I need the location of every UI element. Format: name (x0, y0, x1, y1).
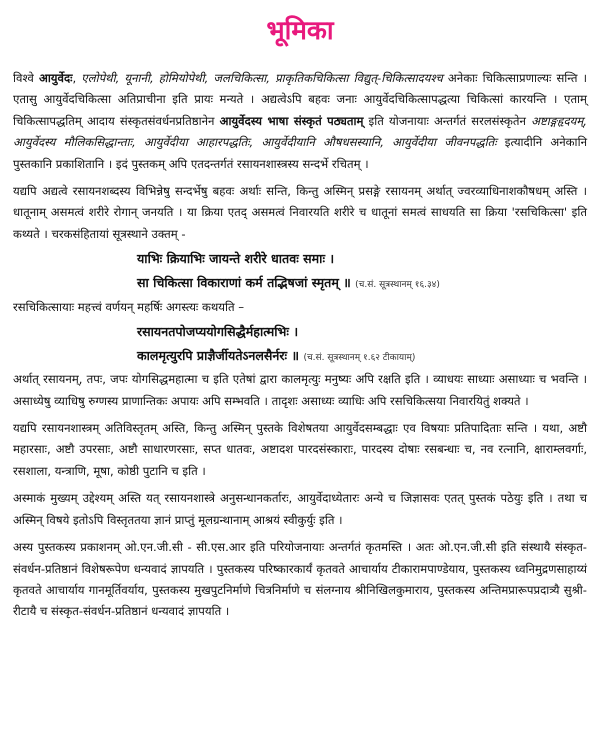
page-title: भूमिका (266, 16, 334, 46)
verse-1-reference: (च.सं. सूत्रस्थानम् १६.३४) (355, 280, 440, 291)
verse-1-line-2 (137, 272, 587, 296)
paragraph-4: अर्थात् रसायनम्, तपः, जपः योगसिद्धमहात्मा च इति एतेषां द्वारा कालमृत्युः मनुष्यः अपि रक्षति इति । व्याधयः साध्याः असाध्याः च भवन्ति । असाध्येषु व्याधिषु रुग्णस्य प्राणान्तिकः अपायः अपि सम्भवति । तादृशः असाध्यः व्याधिः अपि रसचिकित्सया निवारयितुं शक्यते । (13, 372, 587, 408)
p1-segment-f: आयुर्वेदस्य भाषा संस्कृतं पठ्यताम् (219, 113, 364, 128)
p1-segment-e: अनेकाः चिकित्साप्रणाल्यः सन्ति । एतासु आयुर्वेदचिकित्सा अतिप्राचीना इति प्रायः मन्यते । अद्यत्वेऽपि बहवः जनाः आयुर्वेदचिकित्सापद्धत्या चिकित्सां कारयन्ति । एताम् चिकित्सापद्धतिम् आदाय संस्कृतसंवर्धनप्रतिष्ठानेन (13, 71, 587, 128)
paragraph-5: यद्यपि रसायनशास्त्रम् अतिविस्तृतम् अस्ति, किन्तु अस्मिन् पुस्तके विशेषतया आयुर्वेदसम्बद्धाः एव विषयाः प्रतिपादिताः सन्ति । यथा, अष्टौ महारसाः, अष्टौ उपरसाः, अष्टौ साधारणरसाः, सप्त धातवः, अष्टादश पारदसंस्काराः, पारदस्य दोषाः रसबन्धाः च, नव रत्नानि, क्षाराम्लवर्गाः, रसशाला, यन्त्राणि, मूषा, कोष्ठी पुटानि च इति । (13, 421, 587, 478)
verse-2-line-2 (137, 345, 587, 369)
paragraph-6: अस्माकं मुख्यम् उद्देश्यम् अस्ति यत् रसायनशास्त्रे अनुसन्धानकर्तारः, आयुर्वेदाध्येतारः अन्ये च जिज्ञासवः एतत् पुस्तकं पठेयुः इति । तथा च अस्मिन् विषये इतोऽपि विस्तृततया ज्ञानं प्राप्तुं मूलग्रन्थानाम् आश्रयं स्वीकुर्युः इति । (13, 491, 587, 527)
paragraph-3: रसचिकित्सायाः महत्त्वं वर्णयन् महर्षिः अगस्त्यः कथयति – (13, 300, 245, 315)
p1-segment-g: इति योजनायाः अन्तर्गतं सरलसंस्कृतेन (363, 113, 532, 128)
verse-1-line-1 (137, 248, 587, 269)
p1-segment-h: अष्टाङ्गहृदयम्, आयुर्वेदस्य मौलिकसिद्धान्ताः, आयुर्वेदीया आहारपद्धतिः, आयुर्वेदीयानि औषधसस्यानि, आयुर्वेदीया जीवनपद्धतिः (13, 113, 587, 150)
p1-segment-d: एलोपेथी, यूनानी, होमियोपेथी, जलचिकित्सा, प्राकृतिकचिकित्सा विद्युत्-चिकित्सादयश्च (81, 71, 443, 85)
p1-segment-b: आयुर्वेदः (38, 71, 73, 85)
verse-1-line-1-text: याभिः क्रियाभिः जायन्ते शरीरे धातवः समाः । (137, 251, 335, 267)
p1-segment-i: इत्यादीनि अनेकानि पुस्तकानि प्रकाशितानि । इदं पुस्तकम् अपि एतदन्तर्गतं रसायनशास्त्रस्य सन्दर्भे रचितम् । (13, 135, 588, 171)
p1-segment-a: विश्वे (13, 71, 39, 85)
paragraph-7: अस्य पुस्तकस्य प्रकाशनम् ओ.एन.जी.सी - सी.एस.आर इति परियोजनायाः अन्तर्गतं कृतमस्ति । अतः ओ.एन.जी.सी इति संस्थायै संस्कृत-संवर्धन-प्रतिष्ठानं विशेषरूपेण धन्यवादं ज्ञापयति । पुस्तकस्य परिष्कारकार्यं कृतवते आचार्याय टीकारामपाण्डेयाय, पुस्तकस्य ध्वनिमुद्रणसाहाय्यं कृतवते आचार्याय गानमूर्तिवर्याय, पुस्तकस्य मुखपुटनिर्माणे चित्रनिर्माणे च संलग्नाय श्रीनिखिलकुमाराय, पुस्तकस्य अन्तिमप्रारूपप्रदात्र्यै सुश्री-रीटायै च संस्कृत-संवर्धन-प्रतिष्ठानं धन्यवादं ज्ञापयति । (13, 540, 587, 619)
verse-1-line-2-text: सा चिकित्सा विकाराणां कर्म तद्भिषजां स्मृतम् ॥ (137, 275, 351, 291)
verse-2-line-1-text: रसायनतपोजप्ययोगसिद्धैर्महात्मभिः । (137, 324, 299, 340)
verse-2-line-1 (137, 321, 587, 342)
paragraph-1 (13, 68, 587, 175)
verse-2-reference: (च.सं. सूत्रस्थानम् १.६२ टीकायाम्) (303, 353, 416, 364)
paragraph-2: यद्यपि अद्यत्वे रसायनशब्दस्य विभिन्नेषु सन्दर्भेषु बहवः अर्थाः सन्ति, किन्तु अस्मिन् प्रसङ्गे रसायनम् अर्थात् ज्वरव्याधिनाशकौषधम् अस्ति । धातूनाम् असमत्वं शरीरे रोगान् जनयति । या क्रिया एतद् असमत्वं निवारयति शरीरे च धातूनां समत्वं साधयति सा क्रिया 'रसचिकित्सा' इति कथ्यते । चरकसंहितायां सूत्रस्थाने उक्तम् - (13, 184, 587, 241)
p1-segment-c: , (72, 71, 82, 85)
verse-2-line-2-text: कालमृत्युरपि प्राज्ञैर्जीयतेऽनलसैर्नरः ॥ (137, 348, 300, 364)
